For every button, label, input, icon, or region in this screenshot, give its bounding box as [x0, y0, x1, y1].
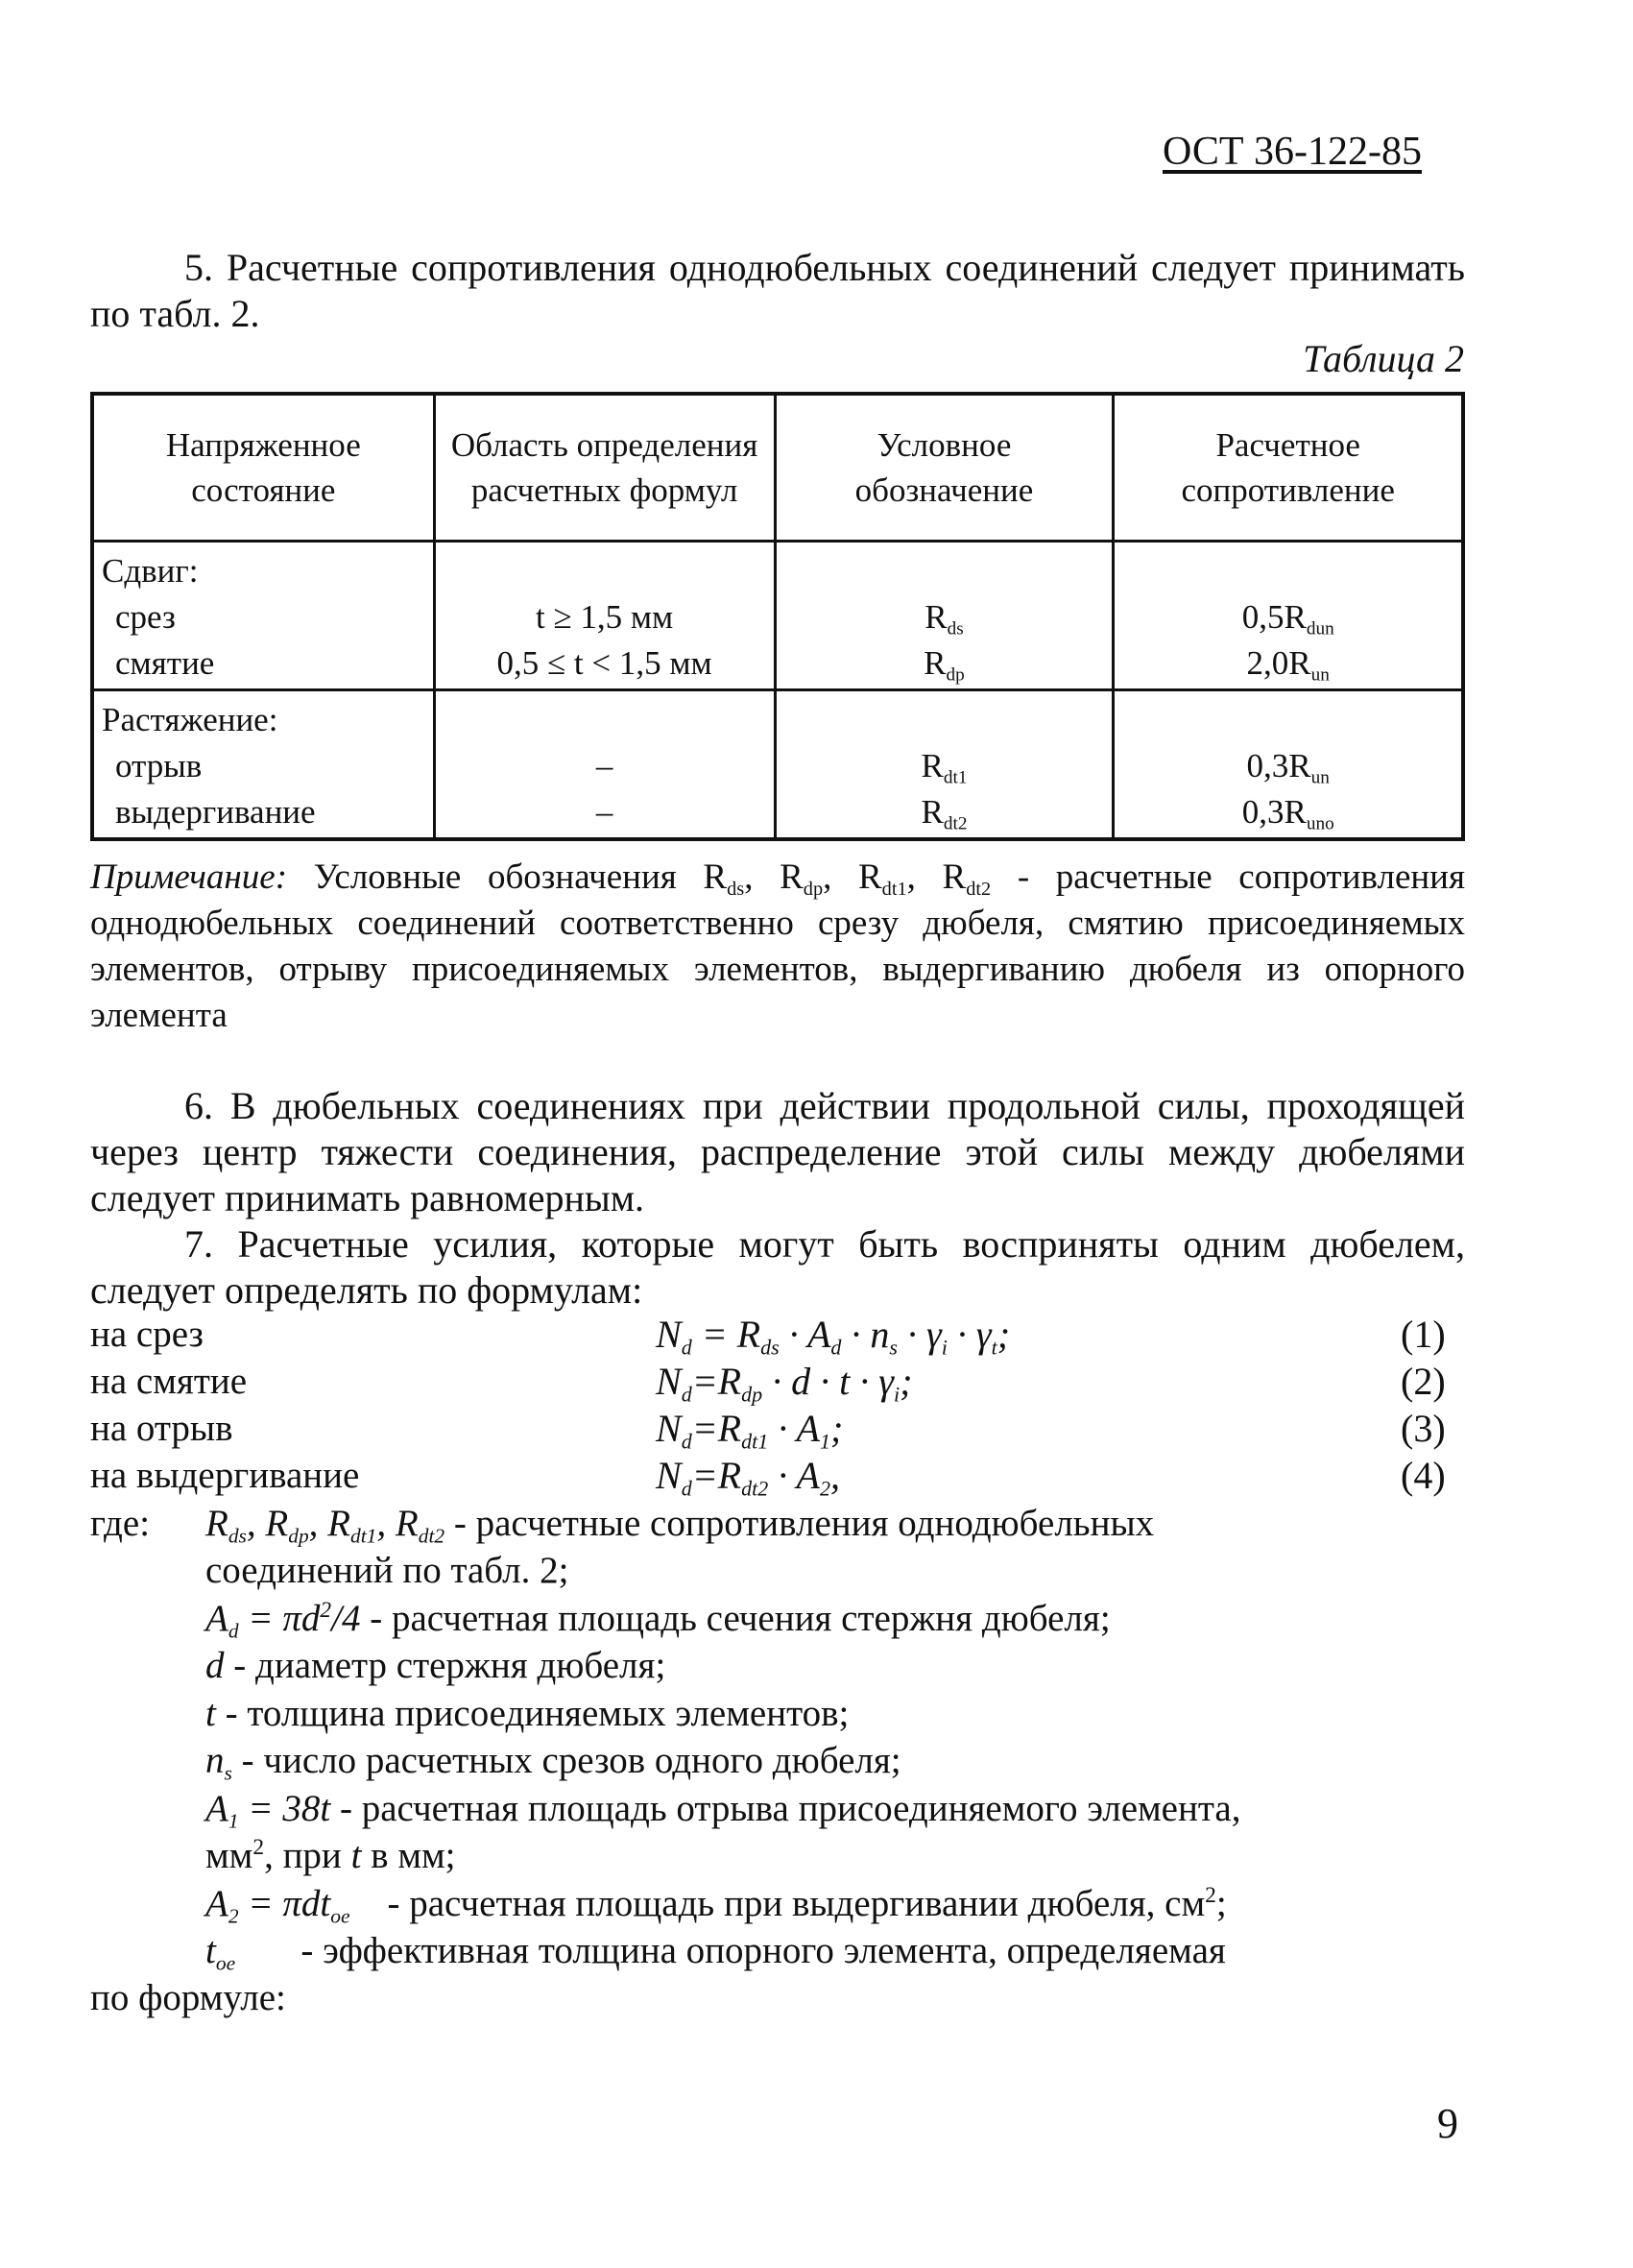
- definition-line: соединений по табл. 2;: [205, 1550, 569, 1591]
- formula-2: $N_d=R_{dp} \cdot d \cdot t \cdot \gamma_i$;: [656, 1360, 913, 1407]
- table-row: [92, 542, 1463, 690]
- symbol-value: $R_{dt1}$: [921, 747, 968, 788]
- table-header-cell: Условное обозначение: [775, 394, 1114, 542]
- where-label: где:: [90, 1503, 151, 1544]
- table-header-cell: Область определения расчетных формул: [434, 394, 775, 542]
- definition-line: t - толщина присоединяемых элементов;: [205, 1693, 850, 1734]
- formula-label: на смятие: [90, 1361, 248, 1402]
- definition-line: $мм^2$, при t в мм;: [205, 1834, 456, 1876]
- resistance-value: $2,0R_{un}$: [1246, 644, 1330, 686]
- equation-number: (2): [1401, 1360, 1446, 1403]
- page-number: 9: [1437, 2100, 1458, 2147]
- definition-line: $A_1 = 38t$ - расчетная площадь отрыва присоединяемого элемента,: [205, 1788, 1241, 1833]
- definition-line: по формуле:: [90, 1977, 286, 2018]
- resistance-cell: [1114, 542, 1463, 690]
- table-header-cell: Расчетное сопротивление: [1114, 394, 1463, 542]
- state-cell: [92, 690, 434, 840]
- range-value: t ≥ 1,5 мм: [535, 598, 674, 636]
- symbol-value: $R_{dt2}$: [921, 793, 968, 834]
- table-label: Таблица 2: [1303, 337, 1464, 380]
- formula-1: $N_d = R_{ds} \cdot A_d \cdot n_s \cdot \gamma_i \cdot \gamma_t$;: [656, 1313, 1011, 1360]
- symbol-value: $R_{ds}$: [925, 598, 964, 639]
- definition-line: d - диаметр стержня дюбеля;: [205, 1645, 666, 1686]
- table-row: [92, 690, 1463, 840]
- state-label: смятие: [115, 644, 215, 682]
- group-title: Сдвиг:: [102, 552, 199, 590]
- resistance-value: $0,3R_{un}$: [1246, 747, 1330, 788]
- range-cell: [434, 542, 775, 690]
- formula-3: $N_d=R_{dt1} \cdot A_1$;: [656, 1407, 844, 1454]
- equation-number: (4): [1401, 1454, 1446, 1497]
- range-cell: [434, 690, 775, 840]
- range-value: –: [595, 793, 613, 831]
- section-5-paragraph: 5. Расчетные сопротивления однодюбельных соединений следует принимать по табл. 2.: [90, 246, 1465, 335]
- state-label: отрыв: [115, 747, 203, 784]
- formula-label: на выдергивание: [90, 1455, 360, 1496]
- symbol-value: $R_{dp}$: [924, 644, 965, 686]
- resistance-value: $0,3R_{uno}$: [1241, 793, 1334, 834]
- definition-line: $R_{ds}$, $R_{dp}$, $R_{dt1}$, $R_{dt2}$ - расчетные сопротивления однодюбельных: [205, 1503, 1155, 1548]
- equation-number: (1): [1401, 1313, 1446, 1356]
- definition-line: $A_d = \pi d^2/4$ - расчетная площадь сечения стержня дюбеля;: [205, 1597, 1111, 1643]
- definition-line: $n_s$ - число расчетных срезов одного дюбеля;: [205, 1740, 901, 1785]
- table-header-cell: Напряженное состояние: [92, 394, 434, 542]
- definition-line: $t_{oe}$ - эффективная толщина опорного элемента, определяемая: [205, 1930, 1226, 1975]
- equation-number: (3): [1401, 1407, 1446, 1450]
- range-value: 0,5 ≤ t < 1,5 мм: [496, 644, 712, 682]
- group-title: Растяжение:: [102, 701, 278, 738]
- range-value: –: [595, 747, 613, 784]
- table-header-row: [92, 394, 1463, 542]
- section-7-paragraph: 7. Расчетные усилия, которые могут быть восприняты одним дюбелем, следует определять по формулам:: [90, 1222, 1465, 1312]
- state-cell: [92, 542, 434, 690]
- state-label: выдергивание: [115, 793, 316, 831]
- resistance-value: $0,5R_{dun}$: [1241, 598, 1334, 639]
- resistance-cell: [1114, 690, 1463, 840]
- formula-label: на отрыв: [90, 1408, 233, 1449]
- section-6-paragraph: 6. В дюбельных соединениях при действии продольной силы, проходящей через центр тяжести соединения, распределение этой силы между дюбелями следует принимать равномерным.: [90, 1084, 1465, 1219]
- formula-label: на срез: [90, 1314, 204, 1355]
- resistance-table: [90, 392, 1465, 841]
- state-label: срез: [115, 598, 176, 636]
- definition-line: $A_2 = \pi dt_{oe}$ - расчетная площадь при выдергивании дюбеля, $см^2$;: [205, 1882, 1227, 1928]
- formula-4: $N_d=R_{dt2} \cdot A_2$,: [656, 1454, 840, 1501]
- note-label: Примечание:: [90, 857, 288, 897]
- document-code: ОСТ 36-122-85: [1163, 130, 1422, 174]
- table-note: Примечание: Условные обозначения $R_{ds}$, $R_{dp}$, $R_{dt1}$, $R_{dt2}$ - расчетные сопротивления однодюбельных соединений соответственно срезу дюбеля, смятию присоединяемых элементов, отрыву присоединяемых элементов, выдергиванию дюбеля из опорного элемента: [90, 857, 1466, 1035]
- symbol-cell: [775, 690, 1114, 840]
- symbol-cell: [775, 542, 1114, 690]
